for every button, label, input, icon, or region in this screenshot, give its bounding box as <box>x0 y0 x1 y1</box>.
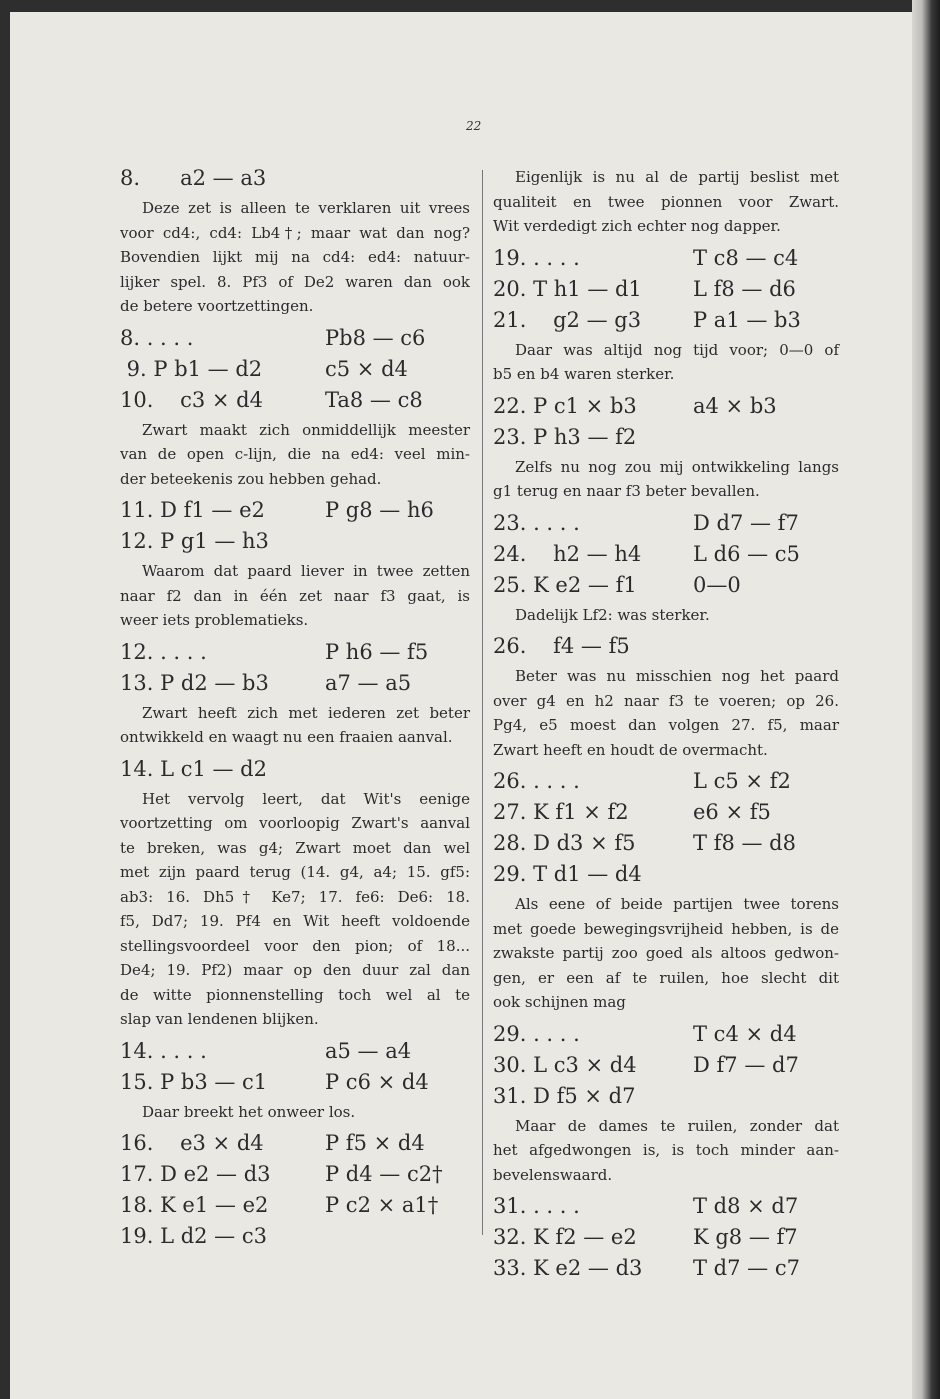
commentary-line: Deze zet is alleen te verklaren uit vrees <box>142 199 470 217</box>
move-line <box>120 163 470 194</box>
black-move: T d8 × d7 <box>693 1194 799 1218</box>
black-move: P c6 × d4 <box>325 1069 429 1094</box>
white-move: 29. . . . . <box>493 1021 580 1046</box>
commentary-line: Zwart heeft zich met iederen zet beter <box>142 703 470 722</box>
commentary-line: naar f2 dan in één zet naar f3 gaat, is <box>120 586 470 605</box>
commentary-line: qualiteit en twee pionnen voor Zwart. <box>493 192 839 211</box>
white-move: 12. . . . . <box>120 639 207 664</box>
move-line <box>493 391 839 422</box>
commentary-paragraph <box>493 664 839 762</box>
black-move: P g8 — h6 <box>325 498 434 522</box>
commentary-line: g1 terug en naar f3 beter bevallen. <box>493 482 760 500</box>
commentary-line: f5, Dd7; 19. Pf4 en Wit heeft voldoende <box>120 912 470 930</box>
move-line <box>493 766 839 797</box>
commentary-line: ontwikkeld en waagt nu een fraaien aanval. <box>120 728 453 746</box>
commentary-line: met zijn paard terug (14. g4, a4; 15. gf5: <box>120 863 470 881</box>
commentary-line: Pg4, e5 moest dan volgen 27. f5, maar <box>493 716 839 734</box>
white-move: 9. P b1 — d2 <box>120 356 263 381</box>
white-move: 21. g2 — g3 <box>493 307 642 332</box>
move-line <box>493 274 839 305</box>
move-line <box>120 1067 470 1098</box>
commentary-line: De4; 19. Pf2) maar op den duur zal dan <box>120 961 470 979</box>
commentary-line: voortzetting om voorloopig Zwart's aanval <box>120 814 470 832</box>
move-line <box>120 526 470 557</box>
black-move: Ta8 — c8 <box>325 387 423 412</box>
white-move: 22. P c1 × b3 <box>493 393 637 418</box>
commentary-paragraph <box>493 338 839 387</box>
move-line <box>493 1019 839 1050</box>
commentary-line: voor cd4:, cd4: Lb4†; maar wat dan nog? <box>120 223 470 242</box>
white-move: 10. c3 × d4 <box>120 387 263 412</box>
black-move: D d7 — f7 <box>693 510 799 535</box>
commentary-paragraph <box>493 892 839 1015</box>
commentary-line: Maar de dames te ruilen, zonder dat <box>515 1116 839 1135</box>
commentary-paragraph <box>493 165 839 239</box>
white-move: 14. L c1 — d2 <box>120 756 267 781</box>
move-line <box>120 354 470 385</box>
page-number: 22 <box>466 119 482 133</box>
column-divider <box>482 170 483 1235</box>
white-move: 28. D d3 × f5 <box>493 831 636 855</box>
commentary-line: met goede bewegingsvrijheid hebben, is de <box>493 919 839 938</box>
black-move: L d6 — c5 <box>693 541 800 566</box>
black-move: e6 × f5 <box>693 800 771 824</box>
white-move: 12. P g1 — h3 <box>120 529 269 553</box>
move-line <box>493 1191 839 1222</box>
commentary-line: lijker spel. 8. Pf3 of De2 waren dan ook <box>120 272 470 291</box>
commentary-line: der beteekenis zou hebben gehad. <box>120 469 382 488</box>
black-move: K g8 — f7 <box>693 1225 798 1249</box>
commentary-line: Zwart heeft en houdt de overmacht. <box>493 740 768 759</box>
book-binding-edge <box>912 0 940 1399</box>
move-line <box>493 1222 839 1253</box>
commentary-paragraph <box>493 603 839 628</box>
move-line <box>120 1159 470 1190</box>
black-move: a7 — a5 <box>325 670 412 695</box>
move-line <box>120 385 470 416</box>
move-line <box>493 570 839 601</box>
white-move: 11. D f1 — e2 <box>120 498 265 522</box>
commentary-line: b5 en b4 waren sterker. <box>493 365 675 383</box>
black-move: T c8 — c4 <box>693 245 799 270</box>
commentary-line: Daar was altijd nog tijd voor; 0—0 of <box>515 340 839 359</box>
commentary-line: slap van lendenen blijken. <box>120 1010 319 1028</box>
commentary-line: Eigenlijk is nu al de partij beslist met <box>515 168 839 186</box>
white-move: 29. T d1 — d4 <box>493 862 642 886</box>
white-move: 33. K e2 — d3 <box>493 1256 643 1280</box>
white-move: 23. P h3 — f2 <box>493 424 637 449</box>
commentary-line: Zwart maakt zich onmiddellijk meester <box>142 420 470 439</box>
move-line <box>120 1128 470 1159</box>
commentary-paragraph <box>120 418 470 492</box>
move-line <box>493 828 839 859</box>
white-move: 18. K e1 — e2 <box>120 1193 269 1217</box>
commentary-line: over g4 en h2 naar f3 te voeren; op 26. <box>493 691 839 710</box>
left-column <box>120 163 470 1252</box>
move-line <box>493 859 839 890</box>
move-line <box>493 243 839 274</box>
white-move: 19. . . . . <box>493 245 580 270</box>
commentary-line: te breken, was g4; Zwart moet dan wel <box>120 838 470 857</box>
move-line <box>493 508 839 539</box>
black-move: a4 × b3 <box>693 393 777 418</box>
white-move: 13. P d2 — b3 <box>120 670 269 695</box>
black-move: L f8 — d6 <box>693 276 796 301</box>
commentary-line: Als eene of beide partijen twee torens <box>515 895 839 913</box>
black-move: T c4 × d4 <box>693 1021 797 1046</box>
white-move: 20. T h1 — d1 <box>493 276 642 301</box>
white-move: 15. P b3 — c1 <box>120 1069 268 1094</box>
white-move: 30. L c3 × d4 <box>493 1052 637 1077</box>
move-line <box>120 1036 470 1067</box>
commentary-paragraph <box>120 196 470 319</box>
white-move: 23. . . . . <box>493 510 580 535</box>
commentary-line: Daar breekt het onweer los. <box>142 1102 356 1121</box>
white-move: 17. D e2 — d3 <box>120 1162 271 1186</box>
white-move: 16. e3 × d4 <box>120 1131 264 1155</box>
commentary-line: Bovendien lijkt mij na cd4: ed4: natuur- <box>120 248 470 266</box>
move-line <box>493 422 839 453</box>
commentary-paragraph <box>120 787 470 1032</box>
white-move: 32. K f2 — e2 <box>493 1225 637 1249</box>
white-move: 26. f4 — f5 <box>493 634 630 658</box>
white-move: 24. h2 — h4 <box>493 541 642 566</box>
commentary-line: gen, er een af te ruilen, hoe slecht dit <box>493 968 839 987</box>
commentary-paragraph <box>493 1114 839 1188</box>
white-move: 26. . . . . <box>493 769 580 793</box>
black-move: P c2 × a1† <box>325 1193 439 1217</box>
move-line <box>493 1081 839 1112</box>
black-move: P a1 — b3 <box>693 307 801 332</box>
move-line <box>493 305 839 336</box>
black-move: D f7 — d7 <box>693 1052 799 1077</box>
white-move: 19. L d2 — c3 <box>120 1224 267 1248</box>
commentary-paragraph <box>120 1100 470 1125</box>
black-move: T d7 — c7 <box>693 1256 800 1280</box>
commentary-line: van de open c-lijn, die na ed4: veel min- <box>120 445 470 463</box>
commentary-line: zwakste partij zoo goed als altoos gedwon- <box>493 944 839 962</box>
right-column <box>493 163 839 1284</box>
move-line <box>493 631 839 662</box>
commentary-line: Zelfs nu nog zou mij ontwikkeling langs <box>515 457 839 476</box>
move-line <box>120 668 470 699</box>
move-line <box>120 495 470 526</box>
commentary-line: Dadelijk Lf2: was sterker. <box>515 605 710 624</box>
black-move: Pb8 — c6 <box>325 325 426 350</box>
commentary-line: ook schijnen mag <box>493 993 626 1011</box>
commentary-line: Beter was nu misschien nog het paard <box>515 667 839 685</box>
white-move: 8. a2 — a3 <box>120 166 267 190</box>
commentary-line: bevelenswaard. <box>493 1165 613 1184</box>
commentary-line: het afgedwongen is, is toch minder aan- <box>493 1141 839 1159</box>
commentary-line: ab3: 16. Dh5† Ke7; 17. fe6: De6: 18. <box>120 887 470 906</box>
black-move: L c5 × f2 <box>693 769 791 793</box>
commentary-paragraph <box>120 559 470 633</box>
black-move: T f8 — d8 <box>693 831 796 855</box>
commentary-paragraph <box>493 455 839 504</box>
black-move: P f5 × d4 <box>325 1131 425 1155</box>
move-line <box>493 1050 839 1081</box>
black-move: 0—0 <box>693 572 741 597</box>
black-move: P h6 — f5 <box>325 639 429 664</box>
move-line <box>120 754 470 785</box>
commentary-paragraph <box>120 701 470 750</box>
white-move: 25. K e2 — f1 <box>493 572 637 597</box>
move-line <box>493 1253 839 1284</box>
black-move: P d4 — c2† <box>325 1162 443 1186</box>
move-line <box>120 1190 470 1221</box>
white-move: 8. . . . . <box>120 325 194 350</box>
commentary-line: Wit verdedigt zich echter nog dapper. <box>493 217 781 235</box>
commentary-line: Het vervolg leert, dat Wit's eenige <box>142 789 470 808</box>
white-move: 31. . . . . <box>493 1194 580 1218</box>
move-line <box>120 323 470 354</box>
move-line <box>493 539 839 570</box>
move-line <box>120 637 470 668</box>
white-move: 27. K f1 × f2 <box>493 800 629 824</box>
white-move: 31. D f5 × d7 <box>493 1083 636 1108</box>
black-move: c5 × d4 <box>325 356 408 381</box>
commentary-line: weer iets problematieks. <box>120 611 309 629</box>
commentary-line: Waarom dat paard liever in twee zetten <box>142 562 470 580</box>
move-line <box>493 797 839 828</box>
black-move: a5 — a4 <box>325 1038 412 1063</box>
white-move: 14. . . . . <box>120 1038 207 1063</box>
move-line <box>120 1221 470 1252</box>
commentary-line: de witte pionnenstelling toch wel al te <box>120 985 470 1004</box>
commentary-line: de betere voortzettingen. <box>120 297 314 315</box>
commentary-line: stellingsvoordeel voor den pion; of 18... <box>120 936 470 955</box>
